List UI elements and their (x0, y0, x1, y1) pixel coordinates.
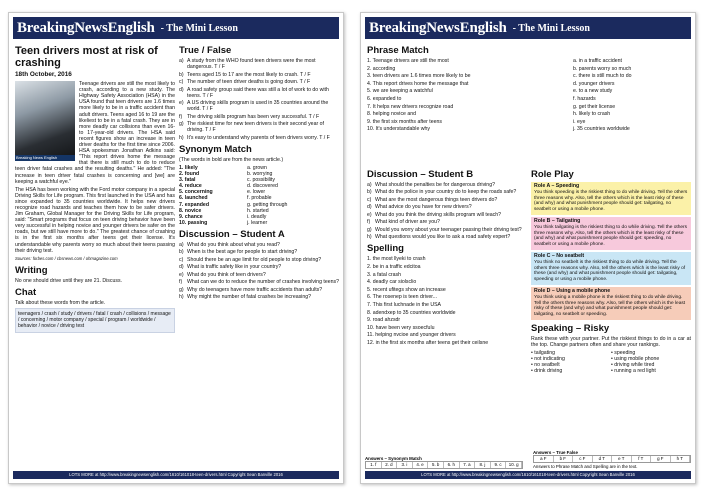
synonym-row: 10. passing j. learner (179, 219, 268, 226)
spelling-item: 3. a fatal crash (367, 271, 402, 278)
discussion-question: a) What do you think about what you read? (179, 241, 280, 248)
discussion-question: c) Should there be an age limit for old people to stop driving? (179, 256, 322, 263)
spelling-item: 7. This first luchnade in the USA (367, 302, 442, 309)
discussion-b-heading: Discussion – Student B (367, 169, 474, 180)
synonym-row: 8. novice h. started (179, 207, 269, 214)
risky-item: • driving while tired (611, 362, 655, 369)
answers-note: Answers to Phrase Match and Spelling are in the text. (533, 464, 638, 469)
spelling-list (367, 256, 525, 346)
synonym-row: 9. chance i. deadly (179, 213, 267, 220)
role-card-b (531, 217, 691, 250)
spelling-item: 10. have been very ssoecfulu (367, 324, 435, 331)
discussion-question: b) When is the best age for people to start driving? (179, 249, 298, 256)
discussion-b-list (367, 182, 525, 240)
true-false-heading: True / False (179, 45, 232, 56)
synonym-row: 2. found b. worrying (179, 171, 273, 178)
synonym-row: 3. fatal c. possibility (179, 177, 275, 184)
discussion-question: e) What do you think the driving skills program will teach? (367, 211, 501, 218)
role-play-heading: Role Play (531, 169, 574, 180)
risky-item: • no seatbelt (531, 362, 560, 369)
synonym-row: 1. likely a. grown (179, 164, 267, 171)
left-column (15, 45, 175, 333)
discussion-question: d) What is traffic safety like in your country? (179, 264, 282, 271)
discussion-question: h) What questions would you like to ask a road safety expert? (367, 234, 511, 241)
article-paragraph-2: The HSA has been working with the Ford motor company in a special Driving Skills for Life program. This first launched in the USA and has since expanded to 35 countries worldwide. It helps new drivers recognize road hazards and teaches them how to be safer drivers. Jim Graham, Global Manager for the Driving Skills for Life program, said: "Smart programs that focus on teen driving behavior have been very successful in helping novice and younger drivers be safer on the roads, but we still have more to do." The greatest chance of crashing is in the first six months after teens get their license. It's understandable why parents worry so much about their teens passing their driving test. (15, 186, 175, 254)
chat-intro: Talk about these words from the article. (15, 299, 106, 306)
true-false-item: a) A study from the WHO found teen drivers were the most dangerous. T / F (179, 58, 316, 71)
synonym-row: 7. expanded g. getting through (179, 201, 288, 208)
header-banner (365, 17, 691, 39)
phrase-right-item: b. parents worry so much (573, 65, 632, 72)
phrase-left-item: 8. helping novice and (367, 111, 417, 118)
spelling-heading: Spelling (367, 243, 404, 255)
discussion-question: g) Would you worry about your teenager passing their driving test? (367, 226, 522, 233)
discussion-question: h) Why might the number of fatal crashes be increasing? (179, 294, 311, 301)
synonym-row: 4. reduce d. discovered (179, 183, 278, 190)
discussion-a-heading: Discussion – Student A (179, 228, 285, 240)
phrase-left-item: 2. according (367, 65, 396, 72)
discussion-question: e) What do you think of teen drivers? (179, 271, 266, 278)
footer-link[interactable]: LOTS MORE at http://www.breakingnewsenglish.com/1610/161018-teen-drivers.html Copyright Sean Banville 2016 (13, 471, 339, 479)
phrase-right-item: j. 35 countries worldwide (573, 126, 630, 133)
true-false-item: b) Teens aged 15 to 17 are the most likely to crash. T / F (179, 71, 311, 78)
risky-item: • drink driving (531, 368, 563, 375)
phrase-match-heading: Phrase Match (367, 45, 429, 56)
true-false-item: c) The number of teen driver deaths is going down. T / F (179, 79, 311, 86)
spelling-item: 9. road ahzsdr (367, 317, 401, 324)
risky-item: • tailgating (531, 350, 556, 357)
phrase-left-item: 4. This report drives home the message that (367, 80, 469, 87)
role-card-a (531, 182, 691, 215)
answers-tf-row: a F b F c F d T e T f T g F h T (533, 455, 691, 463)
phrase-left-item: 10. It's understandable why (367, 126, 430, 133)
role-title: Role A – Speeding (534, 183, 580, 189)
phrase-right-list (573, 58, 691, 134)
role-text: You think no seatbelt is the riskiest thing to do while driving. Tell the others three reasons why. Also, tell the others which is the least risky of these (and why) and what punishment people should get: tailgating, speeding or using a mobile phone. (534, 259, 686, 283)
discussion-a-list (179, 242, 339, 300)
spelling-item: 4. deadly car siolsclio (367, 279, 417, 286)
discussion-question: d) What advice do you have for new drivers? (367, 204, 472, 211)
phrase-right-item: c. there is still much to do (573, 73, 632, 80)
spelling-item: 11. helping nvcioe and younger drivers (367, 332, 456, 339)
risky-item: • speeding (611, 350, 636, 357)
footer-link[interactable]: LOTS MORE at http://www.breakingnewsenglish.com/1610/161018-teen-drivers.html Copyright Sean Banville 2016 (365, 471, 691, 479)
answers-tf-label: Answers – True False (533, 450, 578, 455)
spelling-item: 5. recent ufitegs show an increase (367, 286, 446, 293)
spelling-item: 1. the most llyeki to crash (367, 256, 426, 263)
article-title: Teen drivers most at risk of crashing (15, 45, 158, 69)
discussion-question: a) What should the penalties be for dangerous driving? (367, 182, 495, 188)
right-column (179, 45, 339, 302)
phrase-right-item: d. younger drivers (573, 80, 615, 87)
brand-title: BreakingNewsEnglish (369, 19, 507, 36)
risky-list (531, 350, 691, 374)
photo-caption: Breaking News English (15, 155, 75, 162)
phrase-left-item: 7. It helps new drivers recognize road (367, 103, 454, 110)
phrase-right-item: f. hazards (573, 95, 596, 102)
role-text: You think using a mobile phone is the riskiest thing to do while driving. Tell the others three reasons why. Also, tell the others which is the least risky of these (and why) and what punishment people should get: tailgating, no seatbelt or speeding. (534, 294, 686, 318)
true-false-item: g) The riskiest time for new teen drivers is their second year of driving. T / F (179, 121, 324, 134)
phrase-right-item: e. to a new study (573, 88, 613, 95)
article-photo (15, 81, 75, 161)
true-false-list (179, 58, 339, 141)
role-card-c (531, 252, 691, 285)
phrase-left-item: 1. Teenage drivers are still the most (367, 58, 449, 64)
article-date: 18th October, 2016 (15, 71, 72, 78)
article-paragraph-1: Teenage drivers are still the most likely to crash, according to a new study. The Highway Safety Association (HSA) in the USA found that teen drivers are 1.6 times more likely to be in a traffic accident than adult drivers. Teens aged 16 to 19 are the likeliest to be in a fatal crash. They are in more deadly car collisions than even 16- to 17-year-old drivers. The HSA said recent figures show an increase in teen driver deaths for the first time since 2006. HSA spokesman Jonathan Adkins said: "This report drives home the message that there is still much to do to reduce teen driver fatal crashes and the resulting deaths." He added: "The increase in teen driver fatal crashes is concerning and [we] are keeping a watchful eye." (15, 81, 175, 185)
speaking-heading: Speaking – Risky (531, 322, 610, 334)
left-column (367, 169, 525, 348)
answers-true-false (533, 450, 691, 469)
discussion-question: g) Why do teenagers have more traffic accidents than adults? (179, 286, 323, 293)
spelling-item: 8. adendxep to 35 countries worldwide (367, 309, 456, 316)
role-title: Role B – Tailgating (534, 217, 581, 224)
writing-prompt: No one should drive until they are 21. Discuss. (15, 277, 122, 284)
article-sources: Sources: forbes.com / cbsnews.com / ohmagazine.com (15, 255, 118, 261)
spelling-item: 12. in the first six months after teens get their ceilsne (367, 340, 489, 347)
phrase-left-list (367, 58, 573, 134)
answers-synonym (365, 456, 523, 469)
brand-title: BreakingNewsEnglish (17, 19, 155, 36)
phrase-right-item: g. get their license (573, 103, 616, 110)
true-false-item: f) The driving skills program has been very successful. T / F (179, 113, 320, 120)
role-title: Role D – Using a mobile phone (534, 287, 611, 294)
true-false-item: d) A road safety group said there was still a lot of work to do with teens. T / F (179, 86, 329, 99)
discussion-question: f) What can we do to reduce the number of crashes involving teens? (179, 279, 339, 286)
phrase-match-table (367, 58, 691, 134)
lesson-page-2 (360, 12, 696, 484)
lesson-subtitle: - The Mini Lesson (160, 22, 238, 34)
answers-synonym-row: 1. f 2. d 3. i 4. e 5. b 6. h 7. a 8. j 9. c 10. g (365, 461, 523, 469)
spelling-item: 6. The rosenep is teen driver... (367, 294, 437, 301)
risky-item: • using mobile phone (611, 356, 660, 363)
synonym-row: 6. launched f. probable (179, 195, 272, 202)
phrase-left-item: 5. we are keeping a watchful (367, 88, 433, 95)
role-text: You think speeding is the riskiest thing to do while driving. Tell the others three reasons why. Also, tell the others which is the least risky of these (and why) and what punishment people should get: tailgating, no seatbelt or using a mobile phone. (534, 189, 688, 213)
role-text: You think tailgating is the riskiest thing to do while driving. Tell the others three reasons why. Also, tell the others which is the least risky of these (and why) and what punishment people should get: speeding, no seatbelt or using a mobile phone. (534, 224, 688, 248)
discussion-question: c) What are the most dangerous things teen drivers do? (367, 196, 498, 203)
true-false-item: e) A US driving skills program is used in 35 countries around the world. T / F (179, 100, 329, 113)
speaking-intro: Rank these with your partner. Put the riskiest things to do in a car at the top. Change partners often and share your rankings. (531, 335, 691, 349)
synonym-row: 5. concerning e. lower (179, 189, 266, 196)
synonym-heading: Synonym Match (179, 143, 252, 155)
lesson-subtitle: - The Mini Lesson (512, 22, 590, 34)
chat-heading: Chat (15, 286, 37, 298)
answers-synonym-label: Answers – Synonym Match (365, 456, 422, 461)
phrase-left-item: 9. the first six months after teens (367, 118, 442, 125)
synonym-list (179, 165, 339, 226)
phrase-right-item: h. likely to crash (573, 111, 611, 118)
risky-item: • running a red light (611, 368, 656, 375)
lesson-page-1 (8, 12, 344, 484)
right-column (531, 169, 691, 375)
phrase-right-item: a. in a traffic accident (573, 58, 622, 64)
role-title: Role C – No seatbelt (534, 252, 585, 259)
chat-words-box: teenagers / crash / study / drivers / fatal / crash / collisions / message / concerning / motor company / special / program / worldwide / behavior / novice / driving test (15, 308, 175, 333)
writing-heading: Writing (15, 264, 48, 276)
discussion-question: f) What kind of driver are you? (367, 219, 440, 226)
spelling-item: 2. be in a traffic edcitoa (367, 264, 421, 271)
phrase-match-section (367, 45, 691, 134)
true-false-item: h) It's easy to understand why parents of teen drivers worry. T / F (179, 134, 330, 141)
discussion-question: b) What do the police in your country do to keep the roads safe? (367, 189, 517, 196)
phrase-right-item: i. eye (573, 118, 586, 125)
phrase-left-item: 3. teen drivers are 1.6 times more likely to be (367, 73, 471, 80)
phrase-left-item: 6. expanded to (367, 95, 402, 102)
role-card-d (531, 287, 691, 320)
synonym-note: (The words in bold are from the news article.) (179, 156, 284, 163)
header-banner (13, 17, 339, 39)
risky-item: • not indicating (531, 356, 565, 363)
